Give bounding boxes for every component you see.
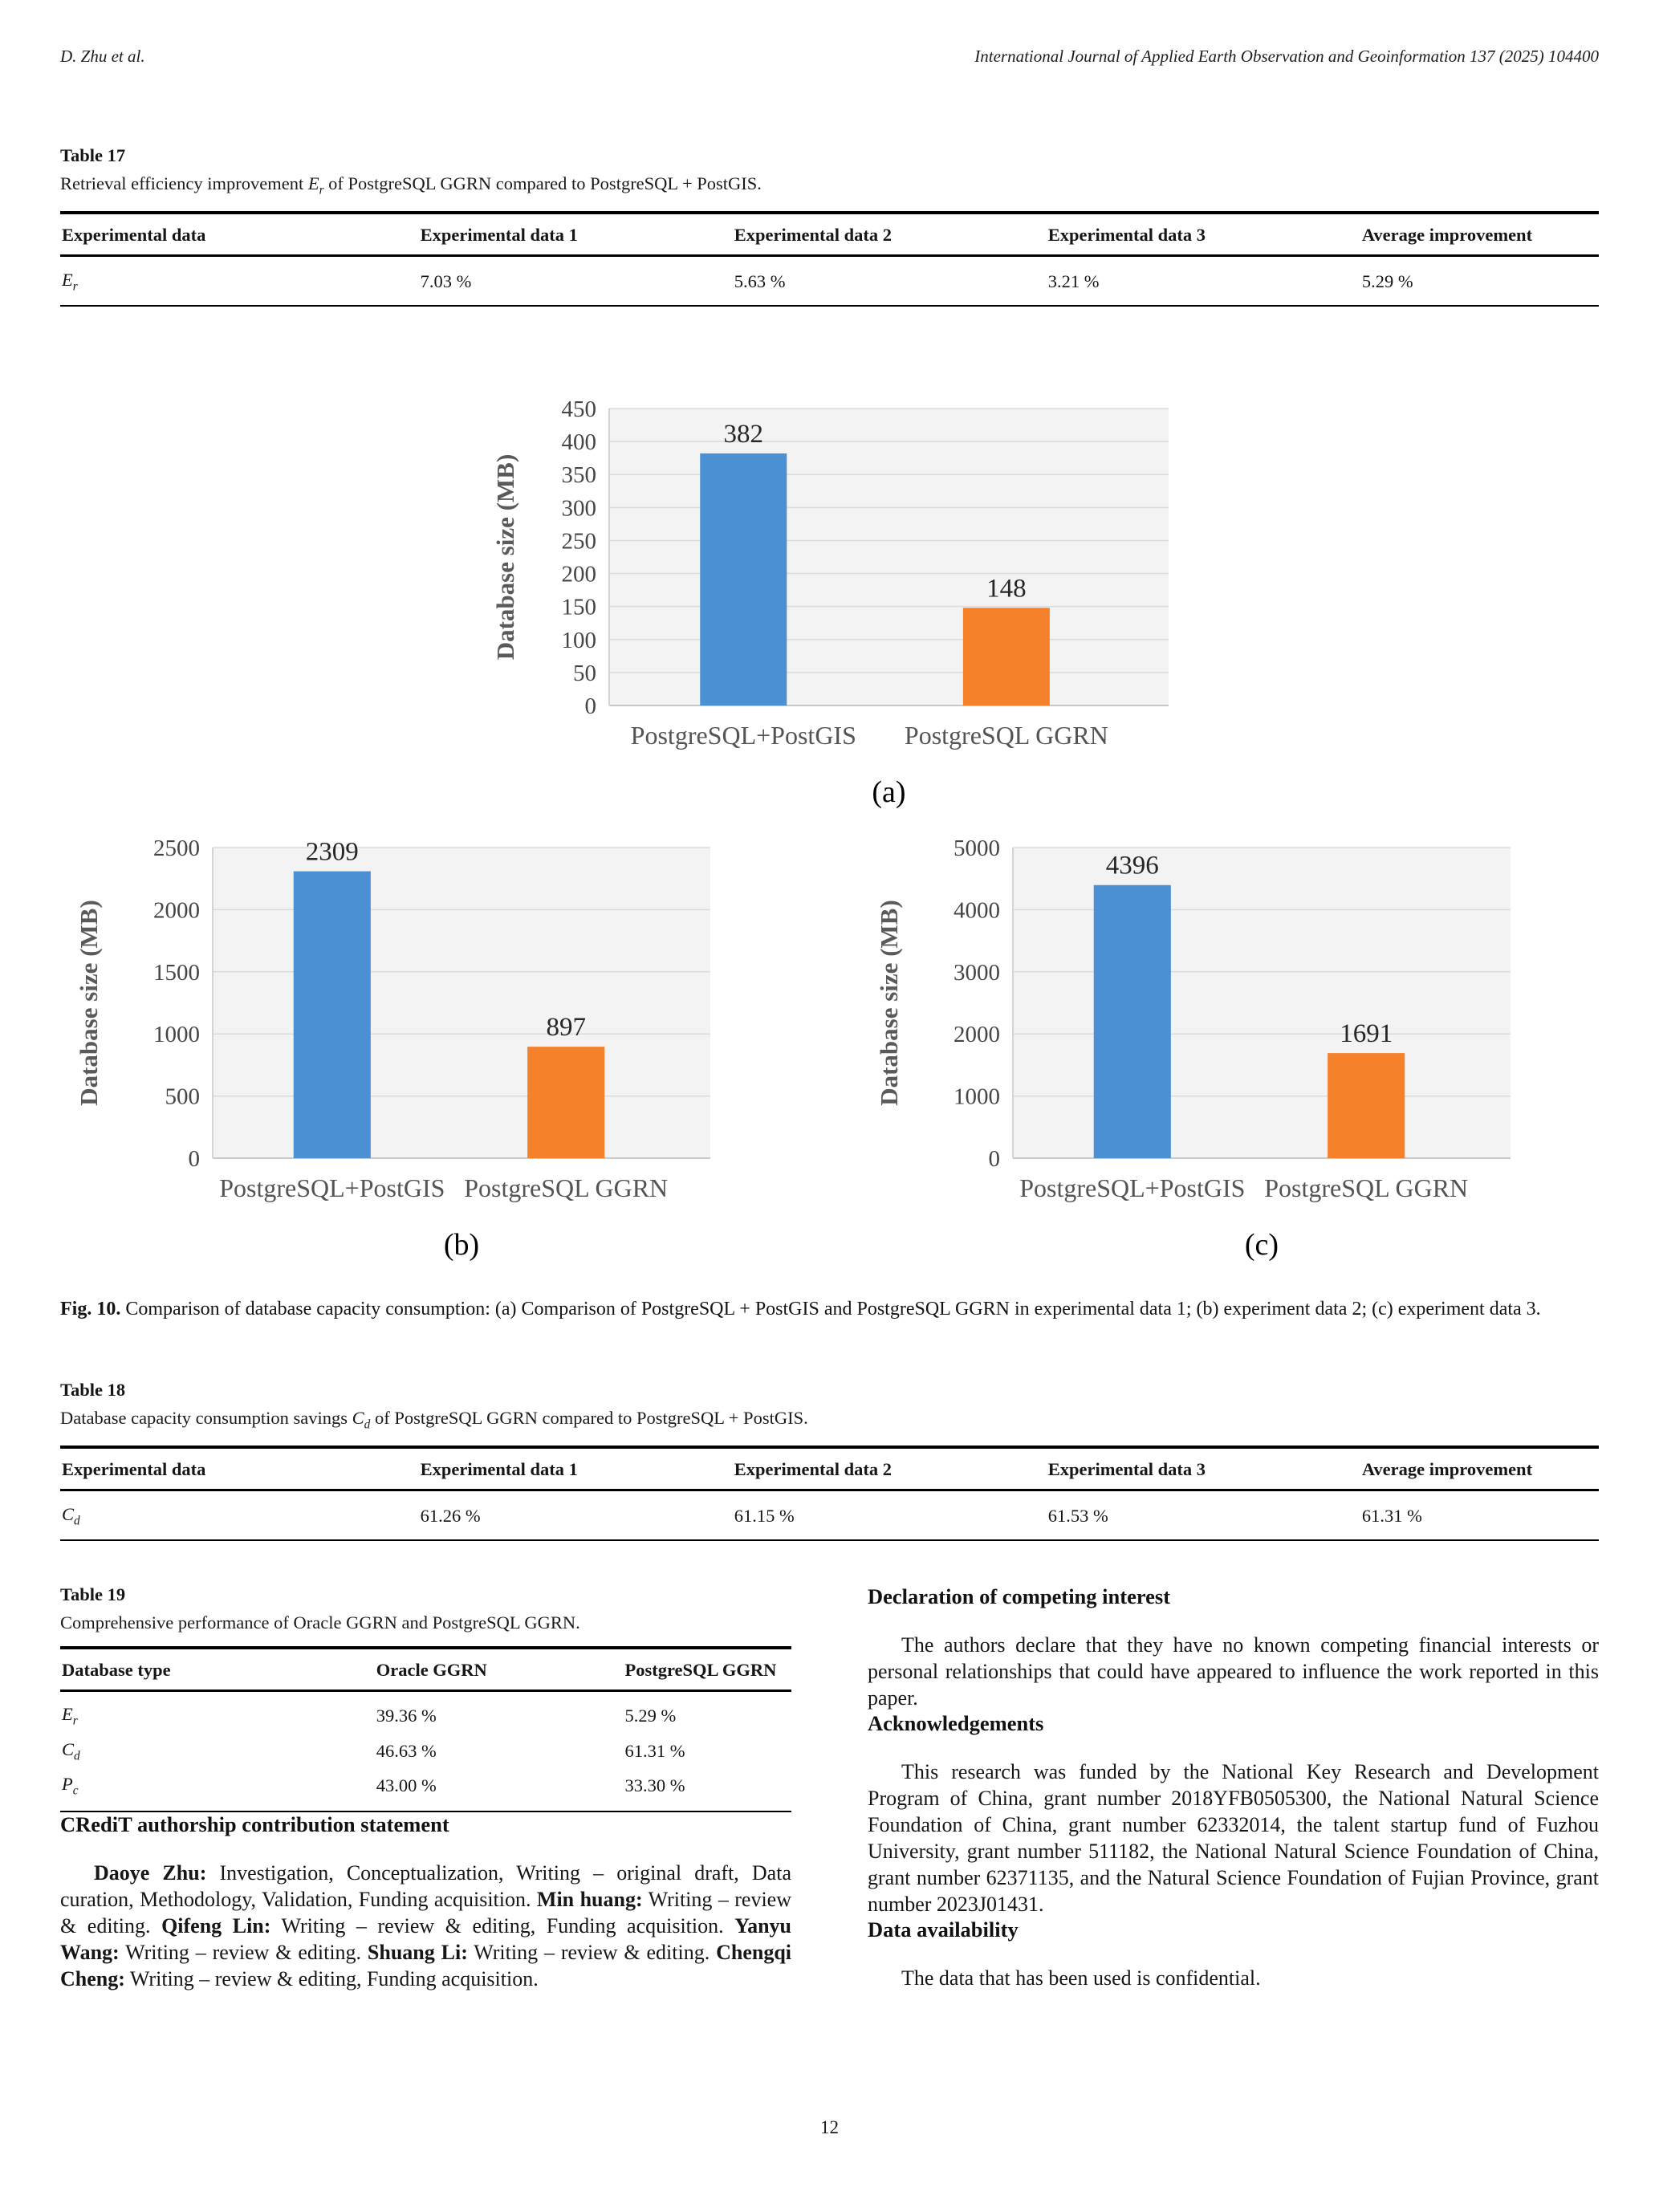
column-header: Database type [60, 1648, 375, 1691]
y-tick-label: 0 [188, 1146, 200, 1172]
table18-section [60, 1380, 1599, 1541]
declaration-paragraph: The authors declare that they have no known competing financial interests or personal relationships that could have appeared to influence the work reported in this paper. [868, 1633, 1599, 1710]
chart-a-svg [477, 380, 1183, 814]
y-axis-title: Database size (MB) [75, 900, 103, 1106]
data-availability-paragraph: The data that has been used is confidential. [901, 1966, 1261, 1990]
bar-postgresql-postgis [294, 872, 371, 1158]
bar-postgresql-postgis [700, 453, 787, 705]
column-header: Experimental data 2 [733, 1447, 1047, 1490]
y-tick-label: 1000 [954, 1084, 1000, 1110]
table-cell: $E_r$ [62, 269, 78, 293]
column-header: PostgreSQL GGRN [623, 1648, 791, 1691]
column-header: Experimental data 1 [419, 213, 733, 256]
table17 [60, 211, 1599, 307]
table18-label: Table 18 [60, 1380, 126, 1400]
column-header: Oracle GGRN [375, 1648, 624, 1691]
subfigure-label: (a) [871, 775, 906, 809]
column-header: Average improvement [1360, 213, 1599, 256]
page-number: 12 [820, 2117, 839, 2137]
y-tick-label: 1000 [153, 1022, 200, 1048]
category-label: PostgreSQL+PostGIS [1019, 1173, 1246, 1202]
bar-postgresql-ggrn [527, 1047, 604, 1158]
bar-postgresql-postgis [1094, 885, 1171, 1158]
table-row [60, 1490, 1599, 1540]
data-availability-heading: Data availability [868, 1917, 1019, 1942]
y-tick-label: 150 [561, 594, 596, 620]
bar-value-label: 382 [723, 419, 763, 449]
table-cell: 61.31 % [1361, 1505, 1422, 1526]
running-header [60, 47, 1599, 67]
table-cell: 3.21 % [1047, 270, 1100, 291]
y-tick-label: 100 [561, 627, 596, 653]
table19-section [60, 1584, 791, 1812]
column-header: Experimental data [60, 1447, 419, 1490]
header-row [60, 1447, 1599, 1490]
y-tick-label: 250 [561, 528, 596, 555]
table-row [60, 1734, 791, 1769]
column-header: Experimental data [60, 213, 419, 256]
table18-caption: Database capacity consumption savings $C_d$ of PostgreSQL GGRN compared to PostgreSQL + PostGIS. [60, 1408, 808, 1432]
plot-area [609, 409, 1169, 705]
table-cell: 46.63 % [376, 1740, 437, 1761]
table17-caption: Retrieval efficiency improvement $E_r$ of PostgreSQL GGRN compared to PostgreSQL + PostGIS. [60, 173, 762, 197]
bar-value-label: 148 [986, 574, 1027, 604]
chart-c-svg [860, 815, 1599, 1275]
table17-label: Table 17 [60, 145, 126, 165]
credit-heading: CRediT authorship contribution statement [60, 1811, 449, 1836]
subfigure-label: (c) [1244, 1228, 1279, 1262]
y-axis-title: Database size (MB) [490, 453, 519, 661]
table-row [60, 1691, 791, 1734]
table-cell: 5.29 % [624, 1706, 677, 1726]
bar-value-label: 2309 [305, 837, 359, 867]
y-tick-label: 3000 [954, 959, 1000, 986]
figure10 [60, 380, 1599, 1322]
table-row [60, 1768, 791, 1811]
acknowledgements-heading: Acknowledgements [868, 1711, 1044, 1735]
y-tick-label: 2500 [153, 836, 200, 861]
table17-section [60, 145, 1599, 307]
table-cell: $C_d$ [62, 1503, 80, 1527]
table-cell: 61.31 % [624, 1740, 685, 1761]
header-row [60, 213, 1599, 256]
left-column [60, 1584, 791, 1992]
y-tick-label: 2000 [153, 897, 200, 924]
column-header: Experimental data 2 [733, 213, 1047, 256]
category-label: PostgreSQL GGRN [904, 721, 1108, 750]
bar-postgresql-ggrn [1328, 1053, 1405, 1158]
y-tick-label: 0 [988, 1146, 1000, 1172]
table-cell: 39.36 % [376, 1706, 437, 1726]
table19-label: Table 19 [60, 1584, 126, 1604]
y-tick-label: 500 [165, 1084, 200, 1110]
table-cell: 61.53 % [1047, 1505, 1108, 1526]
two-column-section [60, 1584, 1599, 1992]
header-row [60, 1648, 791, 1691]
table-cell: $E_r$ [62, 1704, 78, 1728]
y-tick-label: 50 [572, 660, 596, 686]
table-cell: 7.03 % [420, 270, 472, 291]
y-tick-label: 2000 [954, 1022, 1000, 1048]
figure10-chart-b [60, 815, 799, 1275]
figure10-caption: Fig. 10. Comparison of database capacity consumption: (a) Comparison of PostgreSQL + PostGIS and PostgreSQL GGRN in experimental data 1; (b) experiment data 2; (c) experiment data 3. [60, 1299, 1541, 1319]
subfigure-label: (b) [443, 1228, 480, 1262]
chart-b-svg [60, 815, 799, 1275]
table-cell: 61.15 % [734, 1505, 795, 1526]
table18 [60, 1446, 1599, 1542]
header-authors: D. Zhu et al. [60, 47, 145, 66]
credit-paragraph: Daoye Zhu: Investigation, Conceptualization, Writing – original draft, Data curation, Methodology, Validation, Funding acquisition. Min huang: Writing – review & editing. Qifeng Lin: Writing – review & editing, Funding acquisition. Yanyu Wang: Writing – review & editing. Shuang Li: Writing – review & editing. Chengqi Cheng: Writing – review & editing, Funding acquisition. [60, 1860, 792, 1990]
y-tick-label: 350 [561, 462, 596, 489]
bar-value-label: 897 [546, 1013, 586, 1043]
plot-area [1013, 848, 1511, 1158]
column-header: Experimental data 3 [1047, 213, 1360, 256]
right-column [868, 1584, 1599, 1992]
column-header: Experimental data 1 [419, 1447, 733, 1490]
bar-value-label: 4396 [1105, 851, 1159, 880]
category-label: PostgreSQL GGRN [1264, 1173, 1469, 1202]
table-cell: 5.63 % [734, 270, 786, 291]
table-cell: $C_d$ [62, 1738, 80, 1763]
category-label: PostgreSQL+PostGIS [630, 721, 856, 750]
y-tick-label: 0 [584, 693, 596, 719]
table-cell: 5.29 % [1361, 270, 1413, 291]
bar-value-label: 1691 [1340, 1019, 1393, 1049]
y-tick-label: 400 [561, 429, 596, 456]
acknowledgements-paragraph: This research was funded by the National Key Research and Development Program of China, grant number 2018YFB0505300, the National Natural Science Foundation of China, grant number 62332014, the talent startup fund of Fuzhou University, grant number 511182, the National Natural Science Foundation of China, grant number 62371135, and the Natural Science Foundation of Fujian Province, grant number 2023J01431. [868, 1760, 1599, 1916]
table-cell: 61.26 % [420, 1505, 481, 1526]
y-tick-label: 4000 [954, 897, 1000, 924]
bar-postgresql-ggrn [962, 608, 1049, 705]
plot-area [213, 848, 710, 1158]
figure10-chart-a [477, 380, 1183, 814]
y-axis-title: Database size (MB) [875, 900, 903, 1106]
category-label: PostgreSQL GGRN [464, 1173, 669, 1202]
y-tick-label: 300 [561, 495, 596, 522]
y-tick-label: 5000 [954, 836, 1000, 861]
declaration-heading: Declaration of competing interest [868, 1584, 1171, 1608]
table-row [60, 255, 1599, 306]
table-cell: $P_c$ [62, 1774, 79, 1798]
header-journal: International Journal of Applied Earth Observation and Geoinformation 137 (2025) 104400 [974, 47, 1599, 66]
figure10-chart-c [860, 815, 1599, 1275]
y-tick-label: 450 [561, 396, 596, 422]
table19-caption: Comprehensive performance of Oracle GGRN and PostgreSQL GGRN. [60, 1612, 580, 1633]
column-header: Experimental data 3 [1047, 1447, 1360, 1490]
table19 [60, 1646, 791, 1812]
table-cell: 43.00 % [376, 1775, 437, 1796]
column-header: Average improvement [1360, 1447, 1599, 1490]
y-tick-label: 200 [561, 561, 596, 588]
y-tick-label: 1500 [153, 959, 200, 986]
category-label: PostgreSQL+PostGIS [219, 1173, 445, 1202]
table-cell: 33.30 % [624, 1775, 685, 1796]
